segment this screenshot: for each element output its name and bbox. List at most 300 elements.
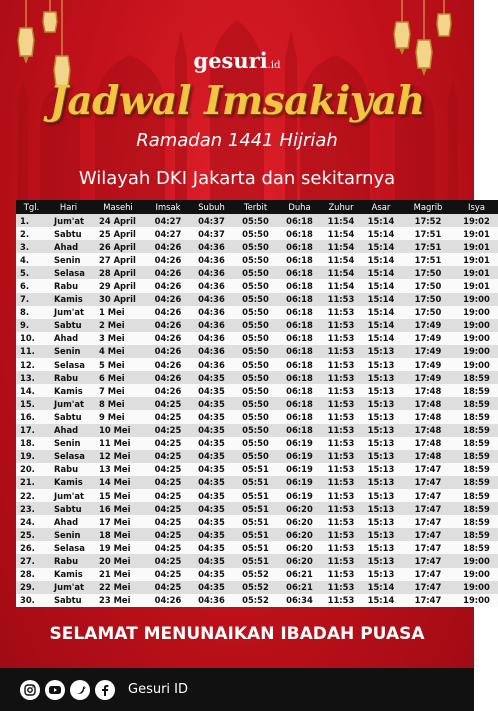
schedule-table (16, 200, 498, 607)
table-cell: 11:53 (321, 437, 361, 450)
table-cell: 17:48 (401, 424, 455, 437)
table-cell: 04:26 (146, 384, 190, 397)
column-header: Asar (361, 200, 401, 214)
table-cell: Selasa (47, 541, 90, 554)
table-row (16, 424, 498, 437)
table-row (16, 437, 498, 450)
table-cell: 05:50 (233, 371, 278, 384)
table-cell: 11:54 (321, 279, 361, 292)
table-cell: 6 Mei (90, 371, 146, 384)
table-cell: 21. (16, 476, 47, 489)
table-cell: 04:27 (146, 214, 190, 227)
table-cell: 04:35 (190, 528, 233, 541)
table-cell: 04:35 (190, 384, 233, 397)
table-row (16, 410, 498, 423)
table-cell: 17:47 (401, 568, 455, 581)
table-cell: 17:49 (401, 319, 455, 332)
table-row (16, 554, 498, 567)
table-cell: 19:01 (455, 240, 498, 253)
table-cell: 05:52 (233, 568, 278, 581)
table-cell: 26 April (90, 240, 146, 253)
table-row (16, 489, 498, 502)
table-cell: 04:35 (190, 424, 233, 437)
table-cell: 04:25 (146, 489, 190, 502)
table-cell: 11:54 (321, 240, 361, 253)
table-cell: 04:36 (190, 594, 233, 607)
table-cell: 20. (16, 463, 47, 476)
table-cell: 06:18 (278, 306, 321, 319)
table-cell: 04:25 (146, 463, 190, 476)
table-cell: Sabtu (47, 319, 90, 332)
table-cell: 16. (16, 410, 47, 423)
table-cell: 17:47 (401, 541, 455, 554)
table-cell: 17:49 (401, 332, 455, 345)
table-cell: 18:59 (455, 397, 498, 410)
table-cell: 19. (16, 450, 47, 463)
table-cell: 17:51 (401, 227, 455, 240)
table-cell: 04:36 (190, 358, 233, 371)
table-cell: 7. (16, 293, 47, 306)
table-cell: 11:53 (321, 358, 361, 371)
table-cell: 15:13 (361, 489, 401, 502)
table-cell: 05:50 (233, 450, 278, 463)
table-cell: 7 Mei (90, 384, 146, 397)
table-cell: 11:53 (321, 293, 361, 306)
table-cell: 14. (16, 384, 47, 397)
table-cell: 17:47 (401, 594, 455, 607)
table-cell: 12. (16, 358, 47, 371)
table-cell: 04:35 (190, 554, 233, 567)
table-cell: 17:47 (401, 463, 455, 476)
table-cell: 17 Mei (90, 515, 146, 528)
table-cell: 04:25 (146, 437, 190, 450)
table-cell: 5. (16, 266, 47, 279)
table-cell: Sabtu (47, 410, 90, 423)
table-cell: 04:25 (146, 568, 190, 581)
table-cell: 15:14 (361, 293, 401, 306)
table-cell: 24. (16, 515, 47, 528)
table-cell: 04:25 (146, 397, 190, 410)
table-cell: 18:59 (455, 502, 498, 515)
table-cell: 04:35 (190, 397, 233, 410)
table-cell: 17:47 (401, 528, 455, 541)
table-row (16, 450, 498, 463)
table-cell: 04:25 (146, 581, 190, 594)
table-cell: 15:13 (361, 397, 401, 410)
table-cell: 17:47 (401, 476, 455, 489)
table-cell: 8. (16, 306, 47, 319)
table-cell: 17:51 (401, 240, 455, 253)
table-cell: 06:19 (278, 450, 321, 463)
table-cell: Senin (47, 528, 90, 541)
table-cell: 04:27 (146, 227, 190, 240)
table-cell: 04:35 (190, 371, 233, 384)
table-cell: 17:50 (401, 306, 455, 319)
table-cell: 11:53 (321, 410, 361, 423)
table-cell: 17:51 (401, 253, 455, 266)
table-cell: 11:53 (321, 594, 361, 607)
table-cell: 11:53 (321, 528, 361, 541)
table-cell: 06:18 (278, 384, 321, 397)
table-cell: 06:18 (278, 345, 321, 358)
table-cell: 17. (16, 424, 47, 437)
table-cell: 18:59 (455, 437, 498, 450)
table-cell: 04:36 (190, 279, 233, 292)
table-cell: 05:50 (233, 424, 278, 437)
column-header: Subuh (190, 200, 233, 214)
table-cell: 17:48 (401, 437, 455, 450)
table-cell: Senin (47, 437, 90, 450)
table-cell: 19:00 (455, 358, 498, 371)
table-cell: 04:35 (190, 437, 233, 450)
table-cell: 05:50 (233, 266, 278, 279)
table-cell: 11:53 (321, 568, 361, 581)
table-cell: 26. (16, 541, 47, 554)
page-title: Jadwal Imsakiyah (49, 78, 425, 124)
table-cell: 04:35 (190, 410, 233, 423)
table-cell: 13. (16, 371, 47, 384)
table-row (16, 358, 498, 371)
table-cell: 05:50 (233, 306, 278, 319)
table-cell: 11:53 (321, 476, 361, 489)
table-cell: 23 Mei (90, 594, 146, 607)
table-cell: 11:53 (321, 397, 361, 410)
table-cell: 2 Mei (90, 319, 146, 332)
table-cell: 05:51 (233, 541, 278, 554)
column-header: Zuhur (321, 200, 361, 214)
table-cell: Rabu (47, 554, 90, 567)
table-row (16, 345, 498, 358)
table-cell: 19:00 (455, 568, 498, 581)
table-cell: 1 Mei (90, 306, 146, 319)
table-cell: 04:36 (190, 306, 233, 319)
table-cell: Ahad (47, 332, 90, 345)
table-cell: 18:59 (455, 410, 498, 423)
table-cell: 18:59 (455, 515, 498, 528)
table-cell: 04:26 (146, 319, 190, 332)
table-cell: 17:47 (401, 581, 455, 594)
table-cell: 04:26 (146, 332, 190, 345)
table-cell: Senin (47, 253, 90, 266)
table-cell: 8 Mei (90, 397, 146, 410)
table-cell: 06:18 (278, 214, 321, 227)
table-cell: 17:48 (401, 384, 455, 397)
table-cell: 15:14 (361, 214, 401, 227)
table-cell: Senin (47, 345, 90, 358)
table-cell: 19:00 (455, 345, 498, 358)
table-cell: 05:51 (233, 515, 278, 528)
table-cell: 05:52 (233, 581, 278, 594)
table-cell: 15:13 (361, 476, 401, 489)
table-cell: 3. (16, 240, 47, 253)
table-cell: 04:36 (190, 345, 233, 358)
table-cell: 15:14 (361, 279, 401, 292)
table-cell: 15:13 (361, 502, 401, 515)
table-cell: 05:51 (233, 489, 278, 502)
table-cell: 04:37 (190, 214, 233, 227)
table-cell: 04:36 (190, 266, 233, 279)
table-cell: 19:00 (455, 581, 498, 594)
table-cell: Sabtu (47, 594, 90, 607)
table-cell: 11:53 (321, 489, 361, 502)
table-cell: 04:26 (146, 279, 190, 292)
table-cell: 06:18 (278, 397, 321, 410)
column-header: Imsak (146, 200, 190, 214)
table-cell: 11 Mei (90, 437, 146, 450)
table-cell: 11:54 (321, 253, 361, 266)
table-cell: 11:53 (321, 384, 361, 397)
table-cell: 17:48 (401, 450, 455, 463)
table-cell: Jum'at (47, 306, 90, 319)
schedule-table-wrap (16, 200, 490, 607)
table-row (16, 581, 498, 594)
region-label: Wilayah DKI Jakarta dan sekitarnya (78, 168, 396, 189)
table-cell: 05:50 (233, 279, 278, 292)
table-row (16, 515, 498, 528)
table-row (16, 541, 498, 554)
table-cell: 04:35 (190, 502, 233, 515)
table-row (16, 227, 498, 240)
table-row (16, 306, 498, 319)
table-cell: 06:19 (278, 489, 321, 502)
table-cell: Sabtu (47, 502, 90, 515)
table-cell: 04:26 (146, 240, 190, 253)
table-cell: 04:37 (190, 227, 233, 240)
table-cell: 11:53 (321, 332, 361, 345)
table-cell: 17:47 (401, 554, 455, 567)
table-row (16, 568, 498, 581)
table-cell: 19:00 (455, 554, 498, 567)
table-cell: 18. (16, 437, 47, 450)
table-cell: 04:25 (146, 410, 190, 423)
brand-suffix: .id (267, 60, 281, 71)
table-row (16, 293, 498, 306)
table-cell: 12 Mei (90, 450, 146, 463)
table-cell: Selasa (47, 450, 90, 463)
table-cell: 06:18 (278, 253, 321, 266)
table-row (16, 214, 498, 227)
table-cell: Rabu (47, 371, 90, 384)
table-cell: 15:13 (361, 568, 401, 581)
table-cell: 05:50 (233, 332, 278, 345)
table-cell: 17:49 (401, 371, 455, 384)
table-row (16, 594, 498, 607)
table-cell: 06:20 (278, 554, 321, 567)
table-cell: 06:34 (278, 594, 321, 607)
table-cell: 15:14 (361, 253, 401, 266)
table-cell: 11:53 (321, 463, 361, 476)
table-cell: 15 Mei (90, 489, 146, 502)
table-cell: 4. (16, 253, 47, 266)
brand-logo (0, 48, 474, 73)
facebook-icon[interactable] (95, 680, 115, 700)
table-cell: Jum'at (47, 489, 90, 502)
table-cell: 18 Mei (90, 528, 146, 541)
brand-name: gesuri (193, 48, 268, 73)
table-cell: 04:26 (146, 371, 190, 384)
table-row (16, 463, 498, 476)
table-cell: 27 April (90, 253, 146, 266)
table-cell: 29 April (90, 279, 146, 292)
table-cell: 11:53 (321, 424, 361, 437)
table-cell: 18:59 (455, 476, 498, 489)
table-cell: 22 Mei (90, 581, 146, 594)
table-cell: 06:20 (278, 528, 321, 541)
table-cell: 15:13 (361, 541, 401, 554)
table-cell: 19:01 (455, 253, 498, 266)
table-cell: Ahad (47, 240, 90, 253)
column-header: Hari (47, 200, 90, 214)
table-row (16, 279, 498, 292)
table-cell: 05:50 (233, 214, 278, 227)
table-cell: Kamis (47, 293, 90, 306)
table-cell: 04:35 (190, 489, 233, 502)
table-cell: 05:50 (233, 240, 278, 253)
table-cell: 17:47 (401, 502, 455, 515)
table-cell: 04:25 (146, 450, 190, 463)
table-cell: 04:36 (190, 293, 233, 306)
table-cell: 11:54 (321, 214, 361, 227)
table-cell: 15:14 (361, 594, 401, 607)
table-row (16, 266, 498, 279)
table-row (16, 240, 498, 253)
table-cell: 25. (16, 528, 47, 541)
table-cell: 06:18 (278, 358, 321, 371)
table-cell: 15:14 (361, 332, 401, 345)
table-row (16, 502, 498, 515)
table-row (16, 384, 498, 397)
table-cell: 06:20 (278, 502, 321, 515)
column-header: Terbit (233, 200, 278, 214)
table-cell: 05:50 (233, 319, 278, 332)
social-handle: Gesuri ID (128, 682, 189, 697)
table-cell: 06:18 (278, 332, 321, 345)
table-cell: 04:35 (190, 515, 233, 528)
table-cell: 17:52 (401, 214, 455, 227)
table-header-row (16, 200, 498, 214)
table-cell: 05:50 (233, 384, 278, 397)
table-cell: 05:50 (233, 293, 278, 306)
table-cell: 04:26 (146, 345, 190, 358)
table-cell: 5 Mei (90, 358, 146, 371)
table-cell: 30. (16, 594, 47, 607)
table-cell: Kamis (47, 384, 90, 397)
schedule-body (16, 214, 498, 607)
table-cell: 05:51 (233, 476, 278, 489)
table-cell: 21 Mei (90, 568, 146, 581)
table-row (16, 528, 498, 541)
table-cell: 19:00 (455, 293, 498, 306)
social-bar (0, 668, 474, 711)
table-cell: 06:18 (278, 227, 321, 240)
table-cell: Jum'at (47, 214, 90, 227)
table-cell: 04:35 (190, 568, 233, 581)
table-cell: 19:00 (455, 306, 498, 319)
twitter-icon[interactable] (70, 680, 90, 700)
table-row (16, 253, 498, 266)
table-cell: 05:50 (233, 437, 278, 450)
column-header: Magrib (401, 200, 455, 214)
table-cell: 11:54 (321, 227, 361, 240)
table-cell: 11:53 (321, 306, 361, 319)
table-cell: 04:35 (190, 476, 233, 489)
table-cell: 04:26 (146, 293, 190, 306)
youtube-icon[interactable] (45, 680, 65, 700)
table-cell: 05:50 (233, 358, 278, 371)
table-cell: 06:20 (278, 515, 321, 528)
table-cell: 19:01 (455, 279, 498, 292)
table-cell: 4 Mei (90, 345, 146, 358)
table-cell: 04:25 (146, 554, 190, 567)
table-cell: 05:50 (233, 253, 278, 266)
table-cell: 18:59 (455, 371, 498, 384)
table-row (16, 371, 498, 384)
table-cell: 06:18 (278, 279, 321, 292)
table-cell: 05:51 (233, 502, 278, 515)
table-cell: 04:25 (146, 476, 190, 489)
table-cell: 11:53 (321, 554, 361, 567)
table-cell: 11:53 (321, 319, 361, 332)
table-cell: Kamis (47, 476, 90, 489)
table-cell: 11:53 (321, 450, 361, 463)
table-cell: 06:19 (278, 463, 321, 476)
table-cell: Ahad (47, 424, 90, 437)
table-cell: 04:26 (146, 594, 190, 607)
column-header: Duha (278, 200, 321, 214)
table-cell: 15:14 (361, 319, 401, 332)
table-cell: 15:13 (361, 371, 401, 384)
column-header: Masehi (90, 200, 146, 214)
table-cell: Kamis (47, 568, 90, 581)
table-cell: 29. (16, 581, 47, 594)
table-cell: 3 Mei (90, 332, 146, 345)
table-cell: 04:36 (190, 319, 233, 332)
table-cell: Ahad (47, 515, 90, 528)
table-cell: 17:49 (401, 358, 455, 371)
table-cell: 15:13 (361, 358, 401, 371)
table-cell: 06:18 (278, 266, 321, 279)
table-cell: 18:59 (455, 384, 498, 397)
table-cell: 30 April (90, 293, 146, 306)
table-cell: 06:19 (278, 437, 321, 450)
table-row (16, 332, 498, 345)
table-row (16, 319, 498, 332)
table-cell: 18:59 (455, 541, 498, 554)
instagram-icon[interactable] (20, 680, 40, 700)
table-cell: 11:53 (321, 371, 361, 384)
table-cell: 04:25 (146, 515, 190, 528)
table-cell: 06:21 (278, 581, 321, 594)
table-cell: 05:50 (233, 410, 278, 423)
table-cell: 11:53 (321, 345, 361, 358)
table-cell: 06:18 (278, 424, 321, 437)
table-cell: 18:59 (455, 463, 498, 476)
table-cell: Sabtu (47, 227, 90, 240)
table-cell: 04:35 (190, 581, 233, 594)
table-cell: 17:47 (401, 489, 455, 502)
table-cell: 11:53 (321, 515, 361, 528)
table-cell: 14 Mei (90, 476, 146, 489)
table-cell: 10. (16, 332, 47, 345)
table-cell: 15. (16, 397, 47, 410)
table-cell: 15:13 (361, 437, 401, 450)
table-cell: 18:59 (455, 489, 498, 502)
table-cell: 17:49 (401, 345, 455, 358)
table-cell: 06:18 (278, 319, 321, 332)
table-cell: 15:13 (361, 528, 401, 541)
table-cell: 20 Mei (90, 554, 146, 567)
table-cell: 04:25 (146, 528, 190, 541)
